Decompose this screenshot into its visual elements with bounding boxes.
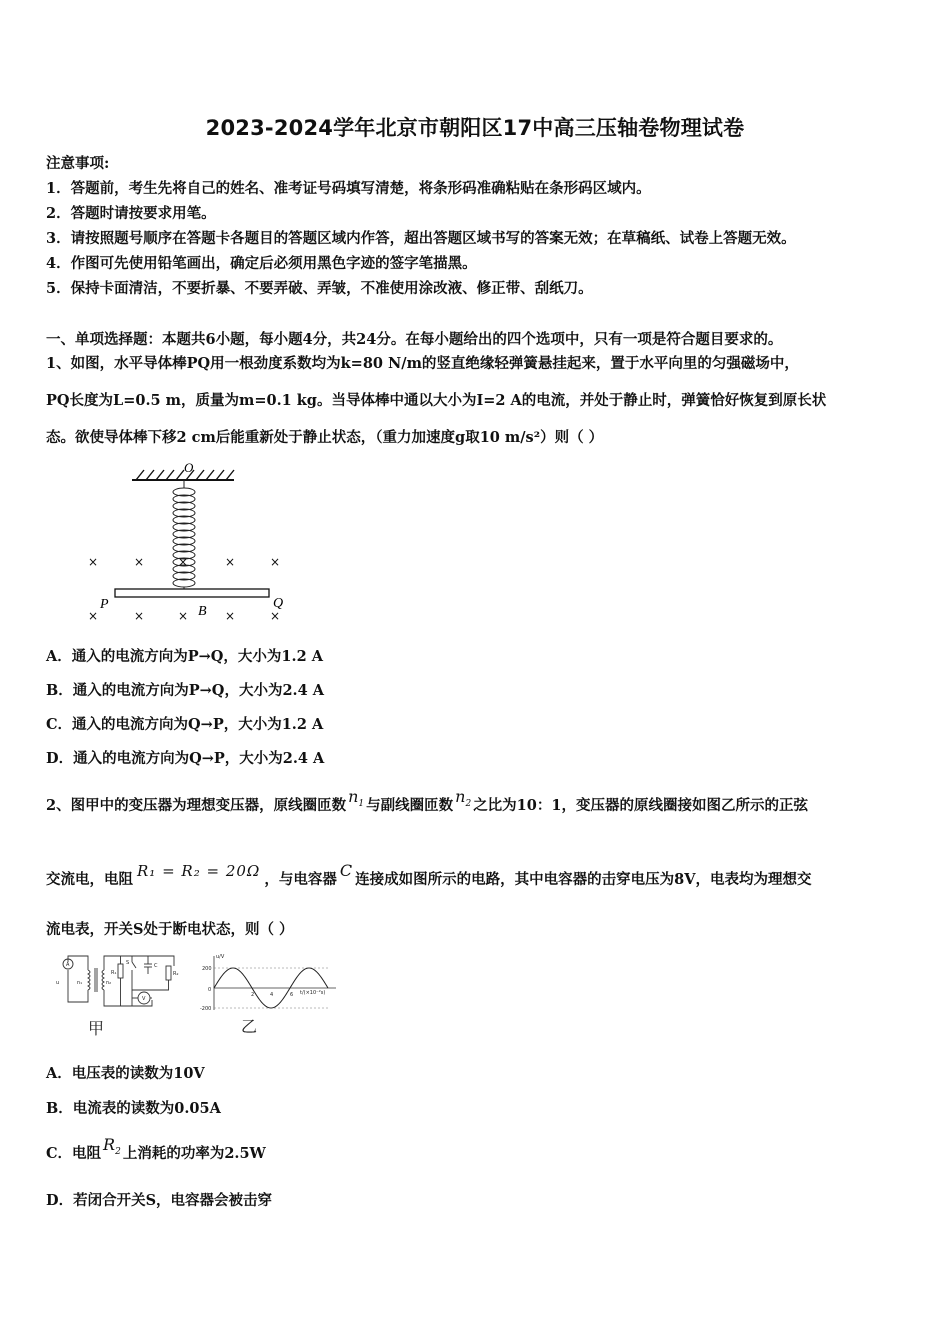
q2-line-2-b: ，与电容器 [264, 871, 337, 888]
u-label: u [56, 980, 60, 986]
field-cross: × [270, 609, 281, 623]
label-o: O [184, 460, 194, 475]
notice-item-2: 2．答题时请按要求用笔。 [46, 205, 216, 222]
q2-option-a: A．电压表的读数为10V [46, 1065, 205, 1082]
n1-label: n₁ [77, 980, 83, 986]
x-axis-label: t/(×10⁻²s) [300, 990, 326, 996]
resistor-equation: R₁ = R₂ = 20Ω [137, 862, 261, 880]
field-cross: × [134, 609, 145, 623]
q1-option-b: B．通入的电流方向为P→Q，大小为2.4 A [46, 682, 324, 699]
n2-symbol: $n_2$ [455, 787, 472, 810]
notice-item-1: 1．答题前，考生先将自己的姓名、准考证号码填写清楚，将条形码准确粘贴在条形码区域内。 [46, 180, 651, 197]
q2-line-2 [46, 861, 812, 889]
n1-symbol: $n_1$ [348, 787, 365, 810]
conductor-rod [115, 589, 269, 597]
notice-heading: 注意事项: [46, 155, 110, 172]
q2-option-d: D．若闭合开关S，电容器会被击穿 [46, 1192, 273, 1209]
cap-label: C [154, 963, 158, 969]
section-heading: 一、单项选择题：本题共6小题，每小题4分，共24分。在每小题给出的四个选项中，只有一项是符合题目要求的。 [46, 331, 783, 348]
ytick-zero: 0 [208, 987, 212, 993]
field-cross: × [88, 609, 99, 623]
label-p: P [100, 597, 109, 612]
y-axis-label: u/V [216, 954, 225, 960]
r1-label: R₁ [111, 970, 117, 976]
ytick-negative: -200 [200, 1006, 212, 1012]
ytick-positive: 200 [202, 966, 212, 972]
q2-line-2-c: 连接成如图所示的电路，其中电容器的击穿电压为8V，电表均为理想交 [355, 871, 812, 888]
q2-line-2-a: 交流电，电阻 [46, 871, 133, 888]
xtick-label: 4 [270, 992, 274, 998]
field-cross: × [270, 555, 281, 569]
field-cross: × [225, 609, 236, 623]
label-b: B [198, 604, 207, 619]
field-cross: × [178, 555, 189, 569]
q1-line-1: 1、如图，水平导体棒PQ用一根劲度系数均为k=80 N/m的竖直绝缘轻弹簧悬挂起来，置于水平向里的匀强磁场中， [46, 355, 799, 372]
label-q: Q [273, 596, 284, 611]
spring [173, 480, 195, 589]
r2-symbol: $R_2$ [103, 1135, 121, 1158]
capacitor-symbol: C [339, 861, 353, 880]
q2-line-3: 流电表，开关S处于断电状态，则（ ） [46, 921, 294, 938]
notice-item-4: 4．作图可先使用铅笔画出，确定后必须用黑色字迹的签字笔描黑。 [46, 255, 477, 272]
r2-label: R₂ [173, 971, 179, 977]
xtick-label: 2 [251, 992, 255, 998]
page-title: 2023-2024学年北京市朝阳区17中高三压轴卷物理试卷 [205, 116, 745, 140]
q1-line-2: PQ长度为L=0.5 m，质量为m=0.1 kg。当导体棒中通以大小为I=2 A的电流，并处于静止时，弹簧恰好恢复到原长状 [46, 392, 827, 409]
q2-waveform-chart [196, 952, 346, 1038]
field-cross: × [88, 555, 99, 569]
q2-line-1 [46, 787, 808, 817]
notice-item-3: 3．请按照题号顺序在答题卡各题目的答题区域内作答，超出答题区域书写的答案无效；在草稿纸、试卷上答题无效。 [46, 230, 796, 247]
ammeter-label: A [66, 962, 70, 968]
n2-label: n₂ [106, 980, 112, 986]
q1-spring-figure [84, 458, 294, 628]
q2-option-c-post: 上消耗的功率为2.5W [122, 1145, 266, 1162]
field-cross: × [225, 555, 236, 569]
q2-line-1-c: 之比为10：1，变压器的原线圈接如图乙所示的正弦 [473, 797, 808, 814]
q2-line-1-a: 2、图甲中的变压器为理想变压器，原线圈匝数 [46, 797, 347, 814]
field-cross: × [178, 609, 189, 623]
q2-option-c [46, 1135, 266, 1165]
q2-circuit-figure [48, 950, 188, 1040]
q1-option-d: D．通入的电流方向为Q→P，大小为2.4 A [46, 750, 325, 767]
q2-option-b: B．电流表的读数为0.05A [46, 1100, 221, 1117]
q1-line-3: 态。欲使导体棒下移2 cm后能重新处于静止状态，（重力加速度g取10 m/s²）则（ ） [46, 429, 604, 446]
notice-item-5: 5．保持卡面清洁，不要折暴、不要弄破、弄皱，不准使用涂改液、修正带、刮纸刀。 [46, 280, 593, 297]
q1-option-c: C．通入的电流方向为Q→P，大小为1.2 A [46, 716, 324, 733]
q2-option-c-pre: C．电阻 [46, 1145, 102, 1162]
q2-line-1-b: 与副线圈匝数 [366, 797, 454, 814]
figure-yi-caption: 乙 [241, 1017, 258, 1036]
voltmeter-label: V [142, 996, 146, 1002]
field-cross: × [134, 555, 145, 569]
switch-label: S [126, 960, 130, 966]
xtick-label: 6 [290, 992, 294, 998]
q1-option-a: A．通入的电流方向为P→Q，大小为1.2 A [46, 648, 323, 665]
figure-jia-caption: 甲 [88, 1019, 105, 1038]
